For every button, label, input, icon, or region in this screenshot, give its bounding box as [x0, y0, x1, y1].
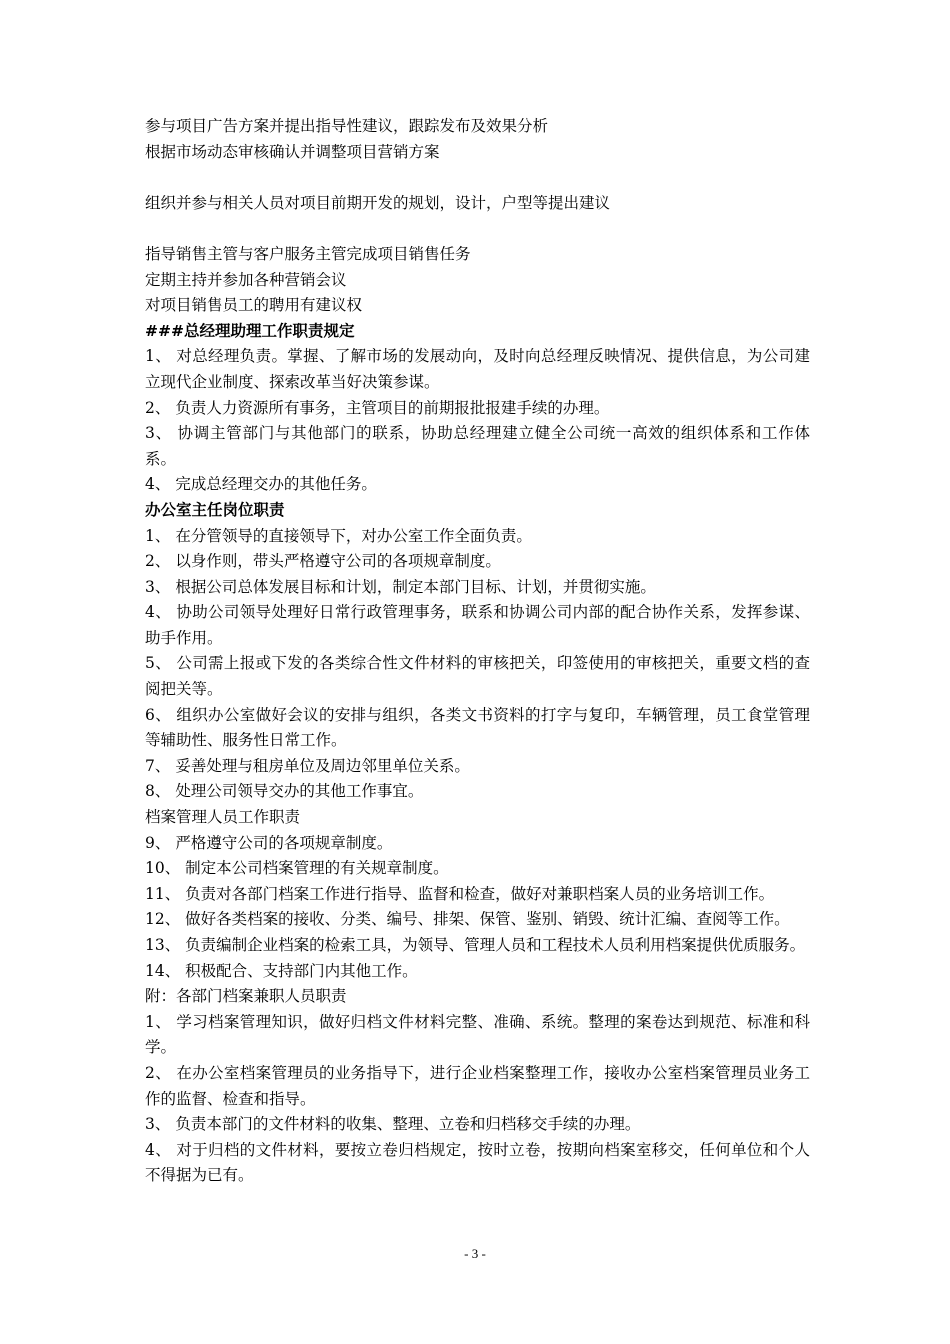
item-number: 11、: [145, 884, 181, 903]
item-text: 负责人力资源所有事务，主管项目的前期报批报建手续的办理。: [175, 398, 610, 417]
list-item: [145, 344, 810, 395]
item-text: 制定本公司档案管理的有关规章制度。: [185, 859, 449, 878]
item-number: 7、: [145, 756, 171, 775]
item-number: 3、: [145, 577, 171, 596]
page-number: - 3 -: [464, 1246, 486, 1261]
dept-archive-list: [145, 1010, 810, 1189]
item-text: 完成总经理交办的其他任务。: [175, 475, 377, 494]
list-item: [145, 524, 810, 550]
item-number: 4、: [145, 603, 172, 622]
item-number: 6、: [145, 705, 172, 724]
section-title-gm-assistant: ###总经理助理工作职责规定: [145, 321, 355, 340]
list-item: [145, 703, 810, 754]
item-number: 3、: [145, 424, 172, 443]
office-director-list: [145, 524, 810, 806]
list-item: [145, 651, 810, 702]
item-number: 2、: [145, 398, 171, 417]
item-number: 3、: [145, 1115, 171, 1134]
item-number: 14、: [145, 961, 181, 980]
item-text: 协调主管部门与其他部门的联系，协助总经理建立健全公司统一高效的组织体系和工作体系。: [145, 424, 810, 468]
section-title-dept-archive: 附：各部门档案兼职人员职责: [145, 987, 347, 1006]
blank-line: [145, 165, 810, 191]
list-item: [145, 933, 810, 959]
item-text: 对总经理负责。掌握、了解市场的发展动向，及时向总经理反映情况、提供信息，为公司建立现代企业制度、探索改革当好决策参谋。: [145, 347, 810, 391]
list-item: [145, 1010, 810, 1061]
list-item: [145, 959, 810, 985]
blank-line: [145, 216, 810, 242]
list-item: [145, 396, 810, 422]
item-number: 10、: [145, 859, 181, 878]
list-item: [145, 754, 810, 780]
intro-line: 根据市场动态审核确认并调整项目营销方案: [145, 142, 440, 161]
item-text: 对于归档的文件材料，要按立卷归档规定，按时立卷，按期向档案室移交，任何单位和个人不得据为已有。: [145, 1140, 810, 1185]
list-item: [145, 882, 810, 908]
item-text: 处理公司领导交办的其他工作事宜。: [175, 782, 424, 801]
intro-line: 组织并参与相关人员对项目前期开发的规划，设计，户型等提出建议: [145, 193, 611, 212]
list-item: [145, 549, 810, 575]
list-item: [145, 472, 810, 498]
intro-line: 参与项目广告方案并提出指导性建议，跟踪发布及效果分析: [145, 117, 549, 135]
intro-line: 定期主持并参加各种营销会议: [145, 270, 347, 289]
item-text: 协助公司领导处理好日常行政管理事务，联系和协调公司内部的配合协作关系，发挥参谋、助手作用。: [145, 603, 810, 647]
item-number: 5、: [145, 654, 172, 673]
item-number: 1、: [145, 1012, 172, 1031]
item-text: 做好各类档案的接收、分类、编号、排架、保管、鉴别、销毁、统计汇编、查阅等工作。: [185, 910, 790, 929]
gm-assistant-list: [145, 344, 810, 498]
item-number: 2、: [145, 552, 171, 571]
intro-line: 对项目销售员工的聘用有建议权: [145, 296, 363, 315]
list-item: [145, 907, 810, 933]
list-item: [145, 856, 810, 882]
list-item: [145, 831, 810, 857]
item-text: 组织办公室做好会议的安排与组织，各类文书资料的打字与复印，车辆管理，员工食堂管理等辅助性、服务性日常工作。: [145, 705, 810, 750]
item-number: 12、: [145, 910, 181, 929]
item-text: 根据公司总体发展目标和计划，制定本部门目标、计划，并贯彻实施。: [175, 577, 656, 596]
item-text: 公司需上报或下发的各类综合性文件材料的审核把关，印签使用的审核把关，重要文档的查阅把关等。: [145, 654, 810, 699]
item-number: 9、: [145, 833, 171, 852]
document-body: [145, 114, 810, 1189]
list-item: [145, 1138, 810, 1189]
list-item: [145, 1061, 810, 1112]
item-number: 4、: [145, 1140, 172, 1159]
item-number: 8、: [145, 782, 171, 801]
list-item: [145, 575, 810, 601]
item-text: 在办公室档案管理员的业务指导下，进行企业档案整理工作，接收办公室档案管理员业务工作的监督、检查和指导。: [145, 1063, 810, 1108]
list-item: [145, 779, 810, 805]
archive-staff-list: [145, 831, 810, 985]
item-text: 负责编制企业档案的检索工具，为领导、管理人员和工程技术人员利用档案提供优质服务。: [185, 936, 806, 954]
item-number: 1、: [145, 526, 171, 545]
item-text: 负责本部门的文件材料的收集、整理、立卷和归档移交手续的办理。: [175, 1115, 641, 1134]
item-text: 负责对各部门档案工作进行指导、监督和检查，做好对兼职档案人员的业务培训工作。: [185, 884, 775, 903]
intro-line: 指导销售主管与客户服务主管完成项目销售任务: [145, 244, 471, 263]
item-number: 4、: [145, 475, 171, 494]
item-text: 学习档案管理知识，做好归档文件材料完整、准确、系统。整理的案卷达到规范、标准和科学。: [145, 1012, 810, 1057]
list-item: [145, 421, 810, 472]
item-text: 积极配合、支持部门内其他工作。: [185, 961, 418, 980]
item-text: 以身作则，带头严格遵守公司的各项规章制度。: [175, 552, 501, 571]
item-text: 在分管领导的直接领导下，对办公室工作全面负责。: [175, 526, 532, 545]
list-item: [145, 1112, 810, 1138]
item-number: 13、: [145, 936, 181, 954]
item-text: 妥善处理与租房单位及周边邻里单位关系。: [175, 756, 470, 775]
intro-block: [145, 114, 810, 319]
item-text: 严格遵守公司的各项规章制度。: [175, 833, 393, 852]
section-title-archive-staff: 档案管理人员工作职责: [145, 808, 301, 827]
item-number: 1、: [145, 347, 172, 366]
section-title-office-director: 办公室主任岗位职责: [145, 500, 285, 519]
list-item: [145, 600, 810, 651]
item-number: 2、: [145, 1063, 172, 1082]
